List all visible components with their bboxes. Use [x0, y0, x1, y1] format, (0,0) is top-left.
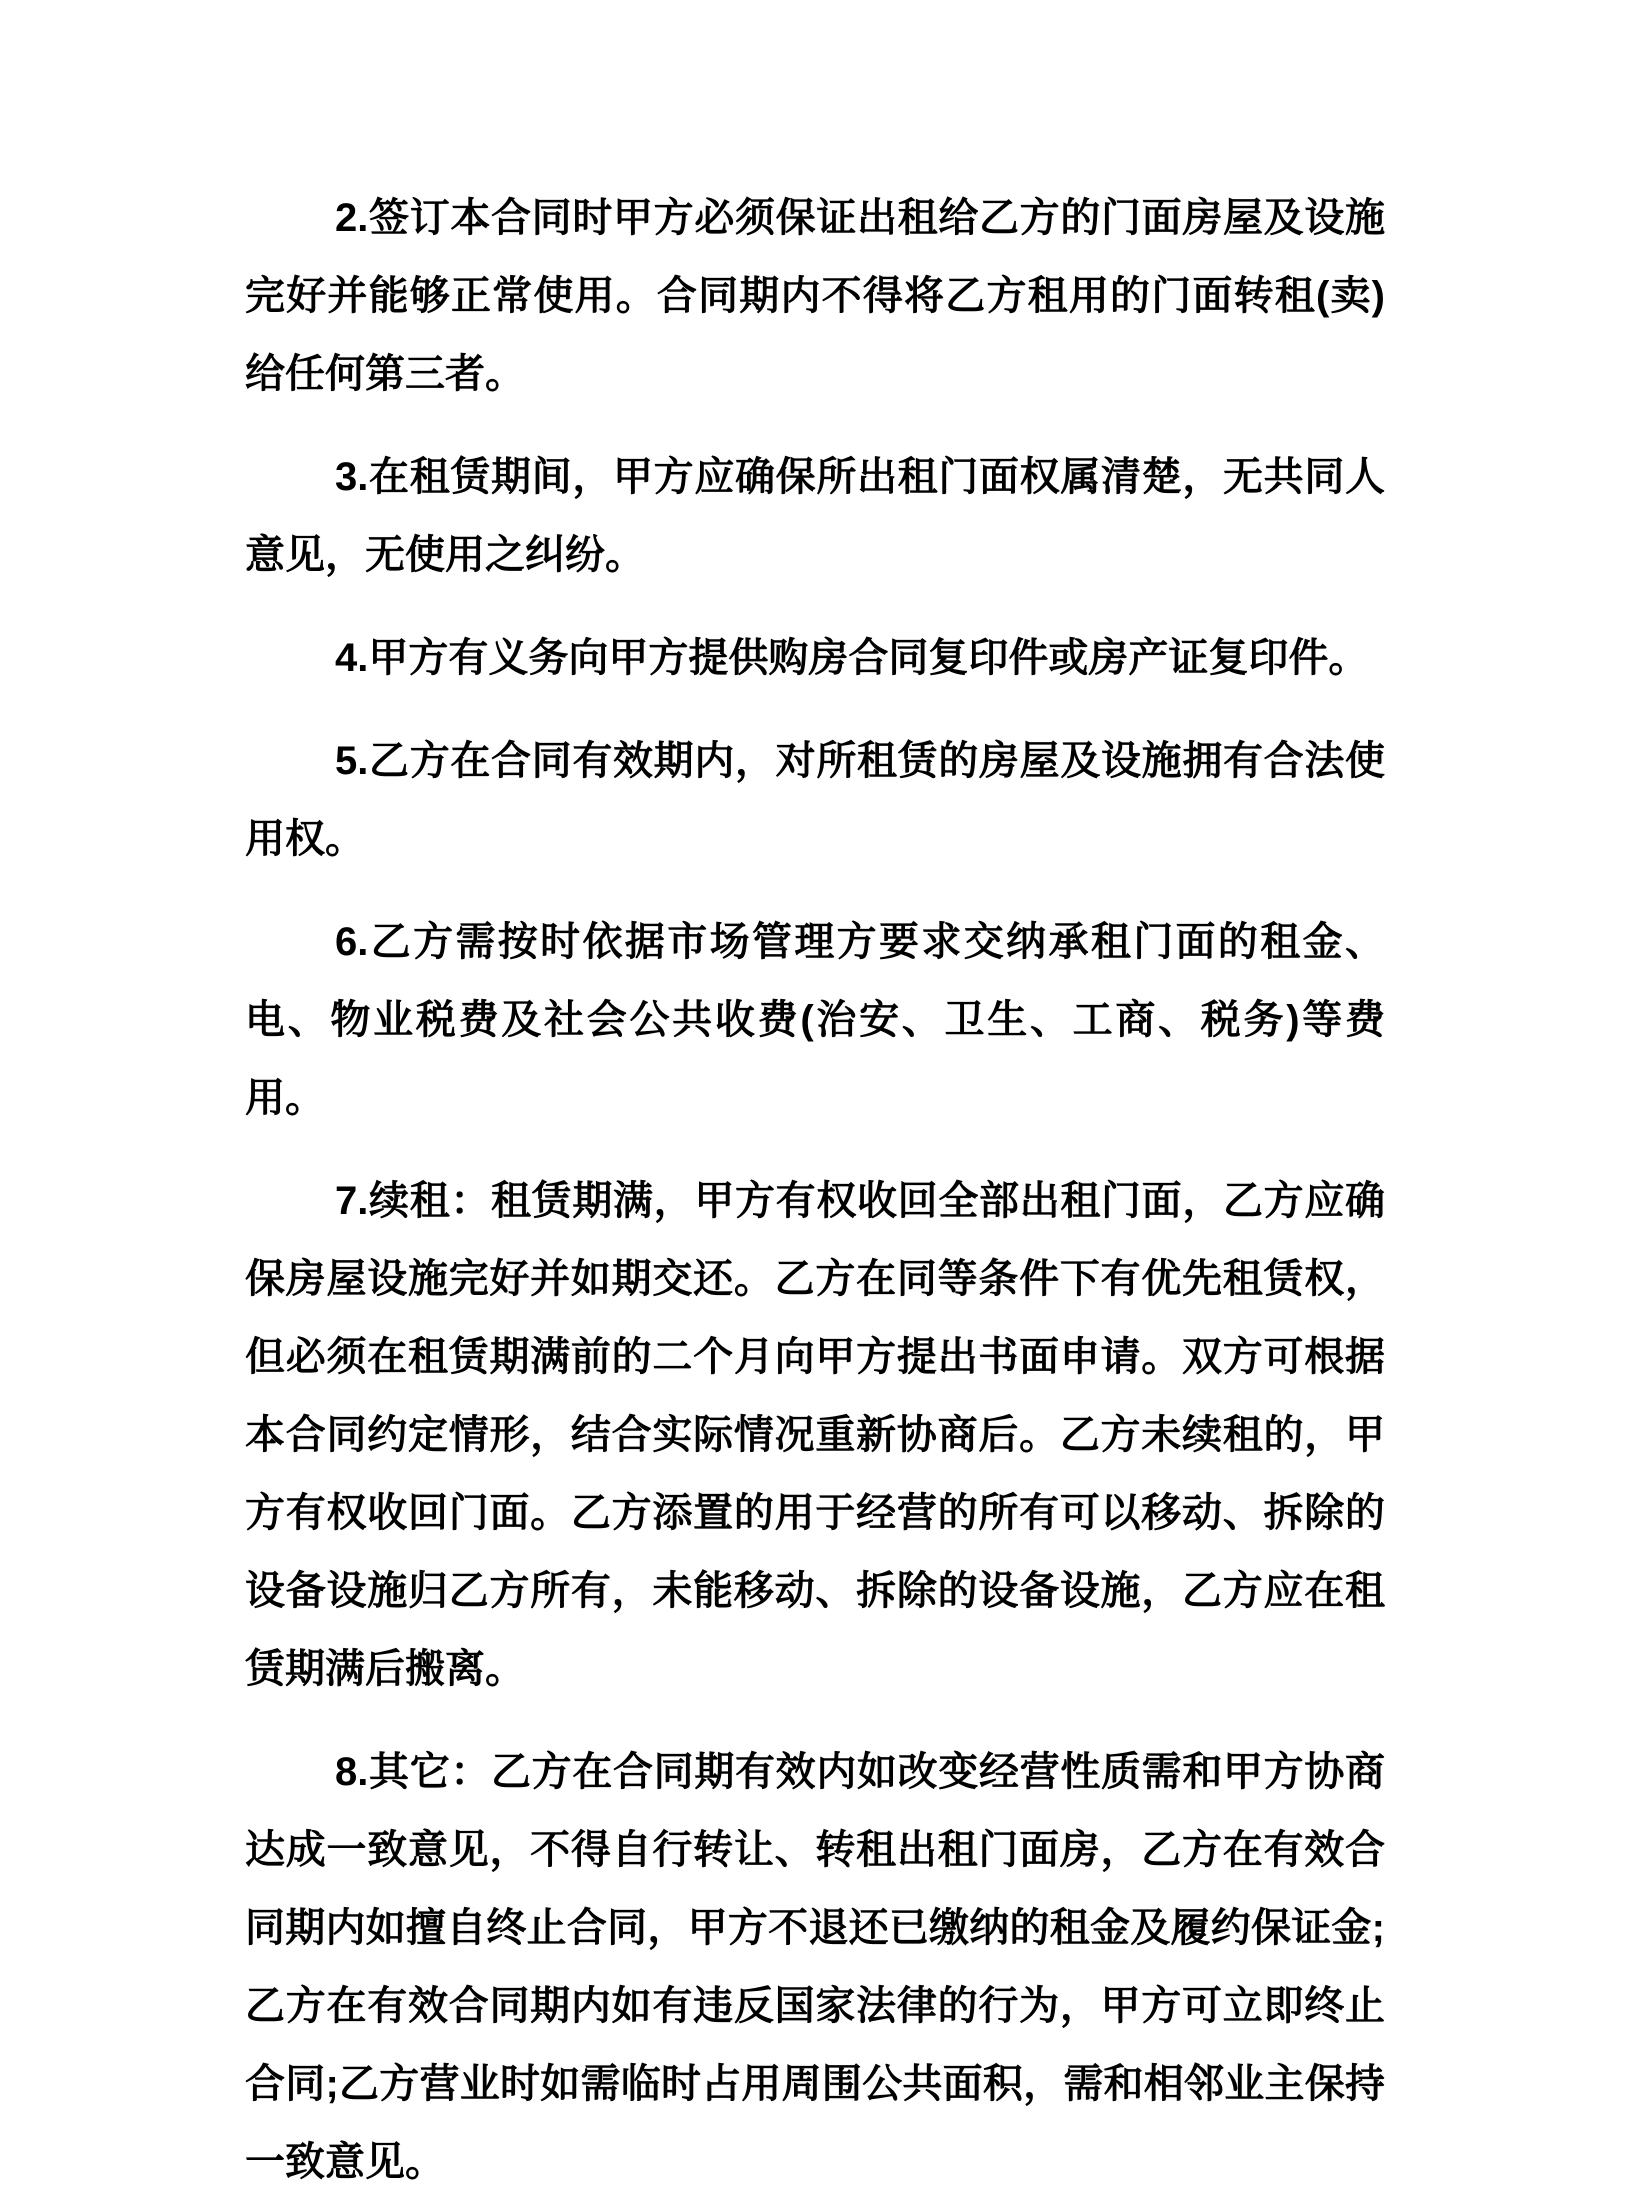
contract-clause-7: 7.续租：租赁期满，甲方有权收回全部出租门面，乙方应确保房屋设施完好并如期交还。乙方在同等条件下有优先租赁权，但必须在租赁期满前的二个月向甲方提出书面申请。双方可根据本合同约定情形，结合实际情况重新协商后。乙方未续租的，甲方有权收回门面。乙方添置的用于经营的所有可以移动、拆除的设备设施归乙方所有，未能移动、拆除的设备设施，乙方应在租赁期满后搬离。: [245, 1179, 1385, 1691]
contract-clause-2: 2.签订本合同时甲方必须保证出租给乙方的门面房屋及设施完好并能够正常使用。合同期内不得将乙方租用的门面转租(卖)给任何第三者。: [245, 196, 1385, 396]
contract-clause-6: 6.乙方需按时依据市场管理方要求交纳承租门面的租金、电、物业税费及社会公共收费(治安、卫生、工商、税务)等费用。: [245, 920, 1385, 1120]
contract-body: [245, 179, 1385, 2201]
contract-clause-5: 5.乙方在合同有效期内，对所租赁的房屋及设施拥有合法使用权。: [245, 739, 1385, 861]
contract-clause-4: 4.甲方有义务向甲方提供购房合同复印件或房产证复印件。: [335, 636, 1369, 680]
contract-clause-3: 3.在租赁期间，甲方应确保所出租门面权属清楚，无共同人意见，无使用之纠纷。: [245, 455, 1385, 577]
contract-clause-8: 8.其它：乙方在合同期有效内如改变经营性质需和甲方协商达成一致意见，不得自行转让、转租出租门面房，乙方在有效合同期内如擅自终止合同，甲方不退还已缴纳的租金及履约保证金;乙方在有效合同期内如有违反国家法律的行为，甲方可立即终止合同;乙方营业时如需临时占用周围公共面积，需和相邻业主保持一致意见。: [245, 1750, 1385, 2184]
